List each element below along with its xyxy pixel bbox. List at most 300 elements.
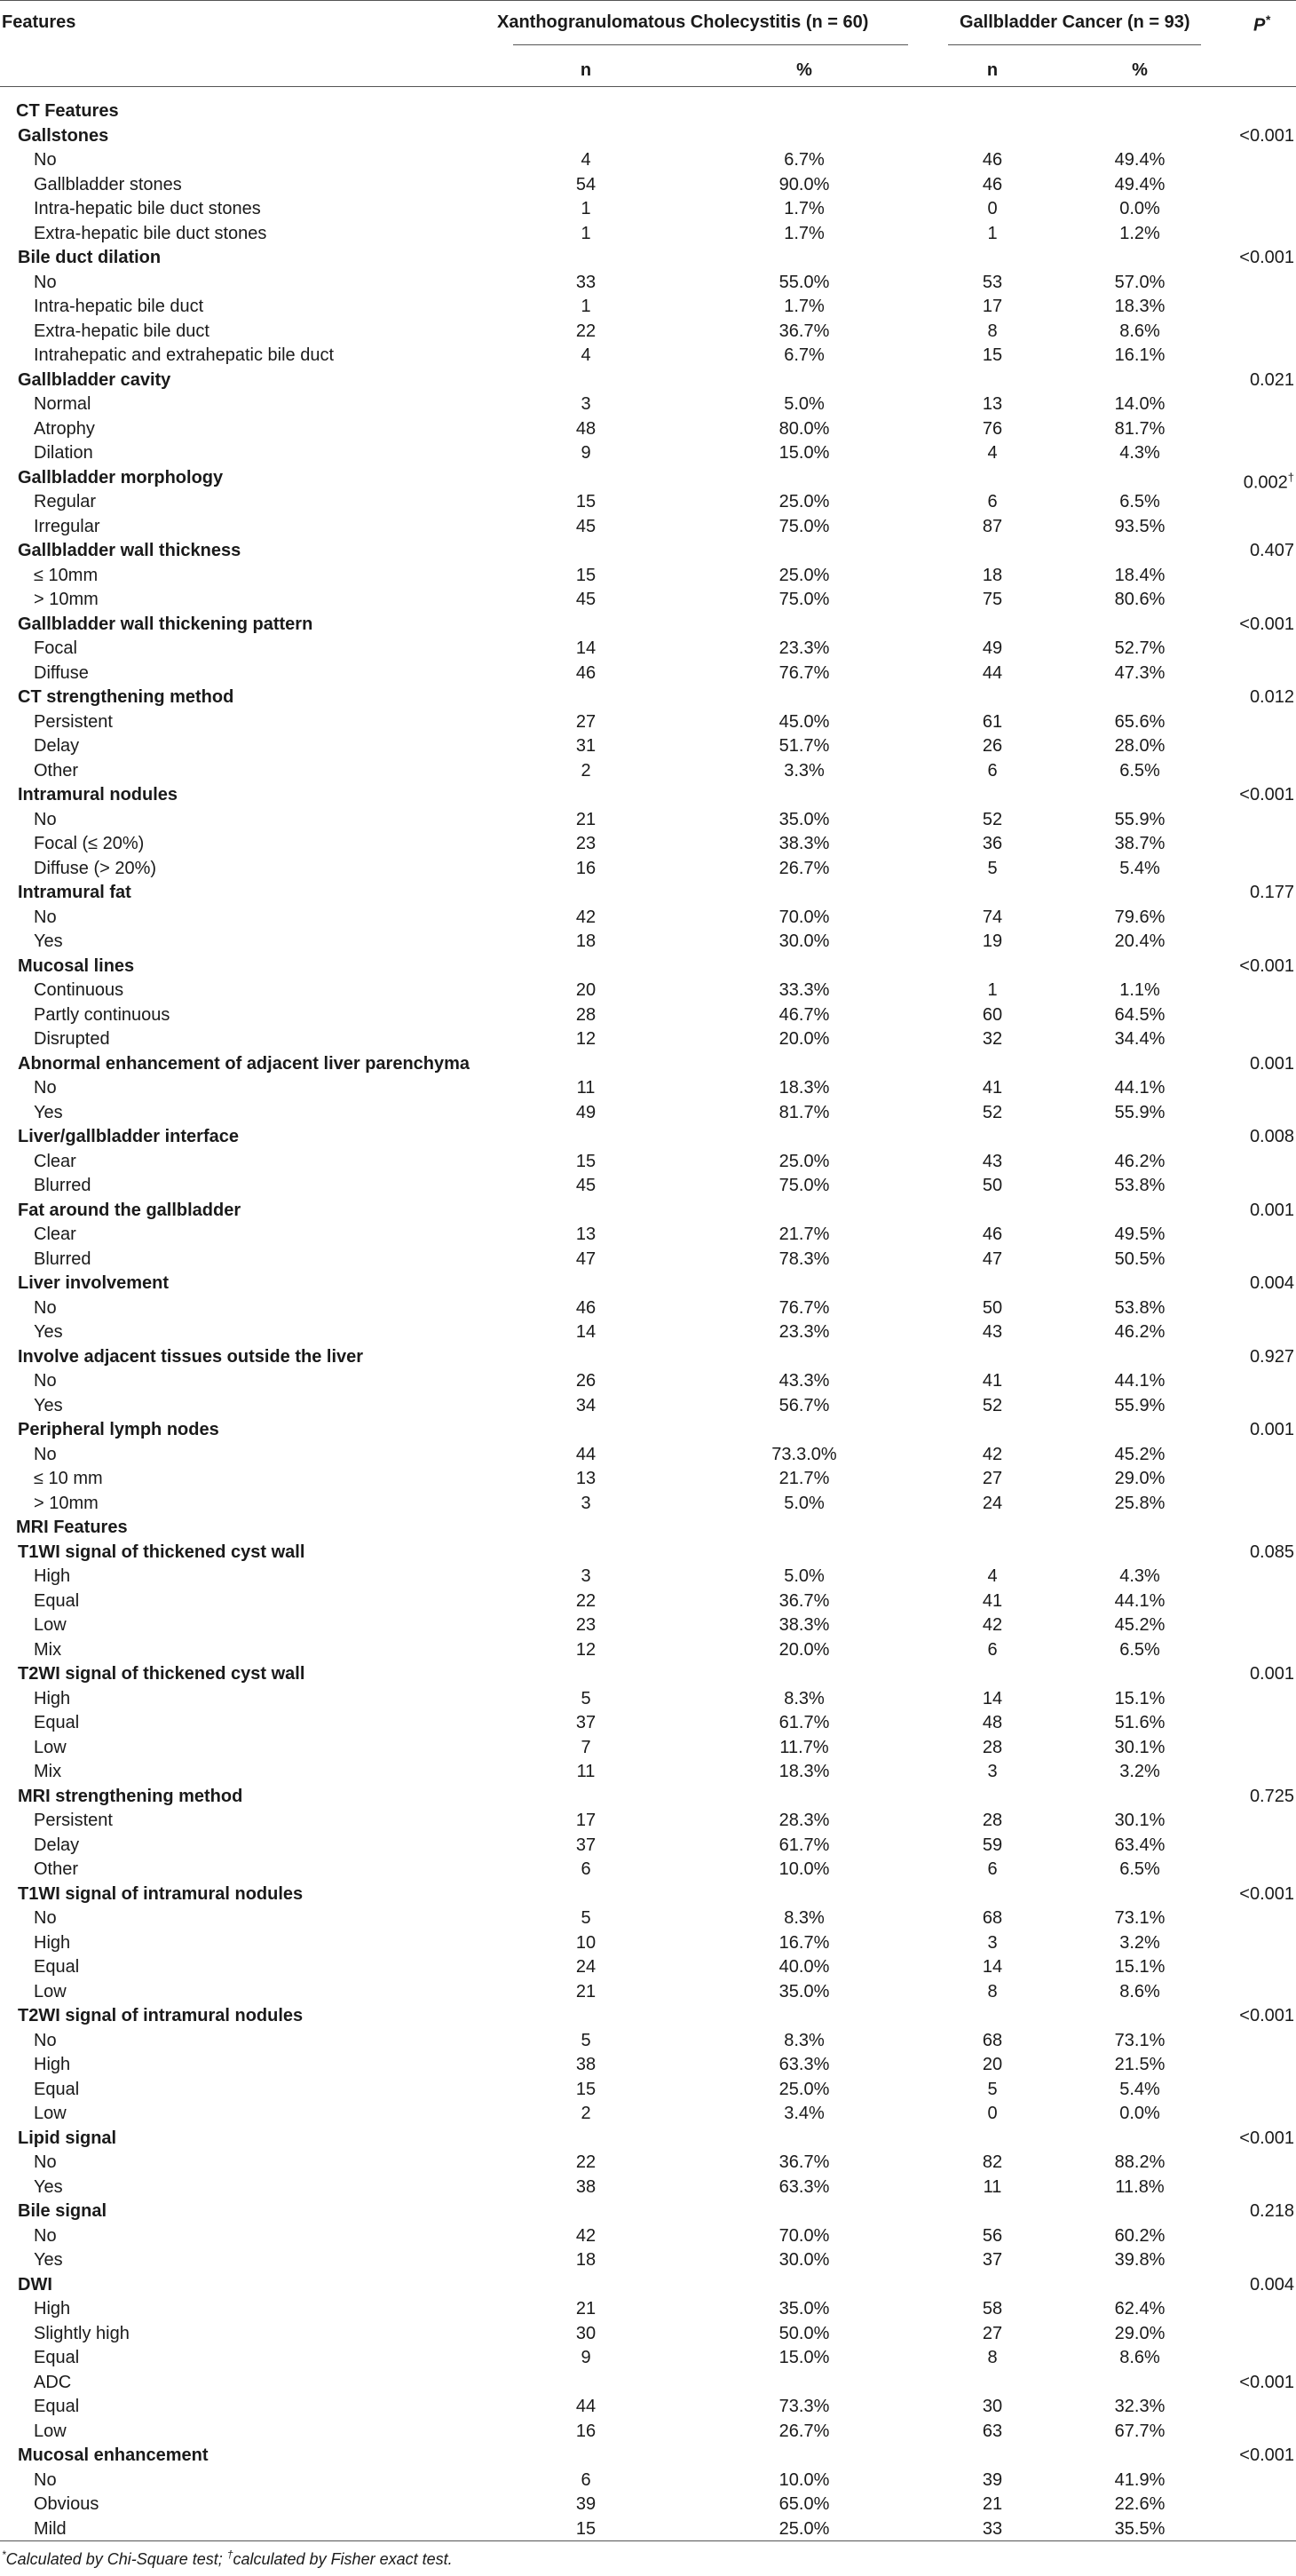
category-label: MRI Features bbox=[16, 1518, 128, 1537]
row-label: No bbox=[34, 907, 57, 927]
gbc-percent-text: 79.6% bbox=[1114, 907, 1166, 927]
table-row bbox=[0, 1149, 1296, 1174]
category-label: MRI strengthening method bbox=[18, 1786, 243, 1806]
table-row bbox=[0, 2419, 1296, 2444]
row-label: Mix bbox=[34, 1639, 62, 1660]
gbc-percent-text: 44.1% bbox=[1114, 1590, 1166, 1611]
table-row bbox=[0, 1930, 1296, 1955]
xgc-count-text: 49 bbox=[575, 1102, 597, 1122]
table-row bbox=[0, 1759, 1296, 1784]
xgc-percent-text: 30.0% bbox=[778, 931, 830, 951]
table-row bbox=[0, 2468, 1296, 2493]
xgc-count-text: 1 bbox=[581, 199, 591, 218]
xgc-percent-text: 36.7% bbox=[778, 2152, 830, 2172]
gbc-percent-text: 57.0% bbox=[1114, 272, 1166, 292]
xgc-count-text: 1 bbox=[581, 223, 591, 243]
table-row bbox=[0, 2517, 1296, 2541]
xgc-count-text: 27 bbox=[575, 711, 597, 732]
table-row bbox=[0, 661, 1296, 686]
row-label: > 10mm bbox=[34, 590, 99, 609]
header-gbc-pct: % bbox=[1132, 60, 1148, 80]
xgc-percent-text: 5.0% bbox=[784, 394, 825, 414]
xgc-count-text: 28 bbox=[575, 1004, 597, 1025]
xgc-count-text: 15 bbox=[575, 565, 597, 585]
table-row bbox=[0, 1515, 1296, 1540]
row-label: High bbox=[34, 1566, 71, 1586]
xgc-percent-text: 50.0% bbox=[778, 2323, 830, 2343]
category-label: CT Features bbox=[16, 101, 119, 121]
xgc-count-text: 34 bbox=[575, 1395, 597, 1415]
row-label: Intra-hepatic bile duct stones bbox=[34, 199, 261, 218]
table-row bbox=[0, 1026, 1296, 1051]
gbc-count-text: 14 bbox=[982, 1688, 1003, 1708]
table-row bbox=[0, 1100, 1296, 1125]
gbc-percent-text: 41.9% bbox=[1114, 2469, 1166, 2490]
row-label: No bbox=[34, 1078, 57, 1098]
gbc-percent-text: 0.0% bbox=[1119, 199, 1160, 218]
gbc-percent-text: 1.1% bbox=[1119, 980, 1160, 1000]
table-row bbox=[0, 1808, 1296, 1833]
xgc-count-text: 22 bbox=[575, 1590, 597, 1611]
xgc-count-text: 46 bbox=[575, 1297, 597, 1318]
xgc-count-text: 33 bbox=[575, 272, 597, 292]
gbc-percent-text: 49.5% bbox=[1114, 1225, 1166, 1244]
gbc-count-text: 21 bbox=[982, 2494, 1003, 2514]
table-row bbox=[0, 1075, 1296, 1100]
gbc-count-text: 8 bbox=[987, 1981, 998, 2001]
gbc-percent-text: 30.1% bbox=[1114, 1811, 1166, 1830]
table-row bbox=[0, 221, 1296, 246]
xgc-count-text: 18 bbox=[575, 2250, 597, 2270]
row-label: Partly continuous bbox=[34, 1004, 170, 1025]
gbc-count-text: 52 bbox=[982, 809, 1003, 829]
row-label: Equal bbox=[34, 2079, 80, 2099]
table-row bbox=[0, 99, 1296, 123]
table-row bbox=[0, 538, 1296, 563]
table-row bbox=[0, 978, 1296, 1003]
xgc-percent-text: 1.7% bbox=[784, 223, 825, 243]
xgc-percent-text: 61.7% bbox=[778, 1713, 830, 1732]
xgc-percent-text: 75.0% bbox=[778, 516, 830, 536]
gbc-percent-text: 1.2% bbox=[1119, 223, 1160, 243]
gbc-percent-text: 22.6% bbox=[1114, 2494, 1166, 2514]
xgc-count-text: 45 bbox=[575, 516, 597, 536]
gbc-percent-text: 3.2% bbox=[1119, 1932, 1160, 1953]
xgc-count-text: 14 bbox=[575, 638, 597, 658]
gbc-count-text: 68 bbox=[982, 1908, 1003, 1928]
gbc-count-text: 5 bbox=[987, 2079, 998, 2099]
xgc-count-text: 4 bbox=[581, 345, 591, 365]
table-row bbox=[0, 2394, 1296, 2419]
row-label: Irregular bbox=[34, 516, 100, 536]
xgc-count-text: 18 bbox=[575, 931, 597, 951]
row-label: Other bbox=[34, 1859, 79, 1879]
category-label: Liver involvement bbox=[18, 1273, 170, 1293]
table-row bbox=[0, 1882, 1296, 1906]
xgc-count-text: 6 bbox=[581, 1859, 591, 1879]
p-value: 0.001 bbox=[1249, 1200, 1294, 1220]
gbc-percent-text: 55.9% bbox=[1114, 1102, 1166, 1122]
gbc-percent-text: 32.3% bbox=[1114, 2397, 1166, 2416]
xgc-count-text: 44 bbox=[575, 1444, 597, 1464]
table-row bbox=[0, 392, 1296, 416]
header-gbc-n: n bbox=[986, 60, 999, 80]
xgc-percent-text: 23.3% bbox=[778, 638, 830, 658]
gbc-percent-text: 65.6% bbox=[1114, 711, 1166, 732]
gbc-count-text: 1 bbox=[987, 980, 998, 1000]
gbc-count-text: 59 bbox=[982, 1835, 1003, 1855]
gbc-count-text: 82 bbox=[982, 2152, 1003, 2172]
gbc-count-text: 41 bbox=[982, 1590, 1003, 1611]
table-row bbox=[0, 1368, 1296, 1393]
row-label: No bbox=[34, 809, 57, 829]
xgc-count-text: 42 bbox=[575, 2225, 597, 2246]
table-row bbox=[0, 1247, 1296, 1272]
gbc-count-text: 42 bbox=[982, 1444, 1003, 1464]
row-label: No bbox=[34, 1908, 57, 1928]
xgc-percent-text: 73.3.0% bbox=[771, 1444, 837, 1464]
header-xgc-n: n bbox=[580, 60, 592, 80]
xgc-percent-text: 33.3% bbox=[778, 980, 830, 1000]
row-label: Disrupted bbox=[34, 1029, 110, 1049]
table-body bbox=[0, 99, 1296, 2540]
xgc-percent-text: 51.7% bbox=[778, 736, 830, 756]
xgc-count-text: 3 bbox=[581, 1493, 591, 1513]
table-row bbox=[0, 294, 1296, 319]
table-row bbox=[0, 1613, 1296, 1637]
gbc-count-text: 8 bbox=[987, 321, 998, 341]
gbc-count-text: 41 bbox=[982, 1078, 1003, 1098]
table-row bbox=[0, 270, 1296, 295]
xgc-percent-text: 36.7% bbox=[778, 1590, 830, 1611]
xgc-percent-text: 25.0% bbox=[778, 565, 830, 585]
gbc-count-text: 36 bbox=[982, 834, 1003, 853]
xgc-count-text: 21 bbox=[575, 1981, 597, 2001]
table-row bbox=[0, 1833, 1296, 1858]
gbc-percent-text: 45.2% bbox=[1114, 1444, 1166, 1464]
p-value: <0.001 bbox=[1239, 248, 1294, 267]
category-label: Gallbladder cavity bbox=[18, 369, 171, 390]
gbc-percent-text: 34.4% bbox=[1114, 1029, 1166, 1049]
table-row bbox=[0, 929, 1296, 954]
xgc-count-text: 12 bbox=[575, 1639, 597, 1660]
row-label: Diffuse bbox=[34, 662, 89, 683]
table-row bbox=[0, 1051, 1296, 1076]
gbc-count-text: 18 bbox=[982, 565, 1003, 585]
xgc-count-text: 38 bbox=[575, 2055, 597, 2074]
row-label: No bbox=[34, 1371, 57, 1391]
table-row bbox=[0, 1637, 1296, 1662]
row-label: Clear bbox=[34, 1151, 76, 1171]
row-label: No bbox=[34, 2469, 57, 2490]
table-row bbox=[0, 440, 1296, 465]
row-label: Low bbox=[34, 1615, 67, 1635]
gbc-percent-text: 62.4% bbox=[1114, 2299, 1166, 2318]
xgc-percent-text: 30.0% bbox=[778, 2250, 830, 2270]
xgc-percent-text: 6.7% bbox=[784, 345, 825, 365]
gbc-percent-text: 44.1% bbox=[1114, 1078, 1166, 1098]
xgc-count-text: 16 bbox=[575, 2421, 597, 2441]
xgc-percent-text: 63.3% bbox=[778, 2176, 830, 2197]
gbc-count-text: 6 bbox=[987, 492, 998, 511]
gbc-percent-text: 29.0% bbox=[1114, 1469, 1166, 1488]
xgc-count-text: 26 bbox=[575, 1371, 597, 1391]
table-row bbox=[0, 856, 1296, 881]
xgc-count-text: 24 bbox=[575, 1957, 597, 1977]
table-row bbox=[0, 368, 1296, 392]
xgc-count-text: 9 bbox=[581, 443, 591, 463]
row-label: Persistent bbox=[34, 711, 113, 732]
table-row bbox=[0, 1466, 1296, 1491]
row-label: No bbox=[34, 150, 57, 170]
table-footnote: *Calculated by Chi-Square test; †calculated by Fisher exact test. bbox=[2, 2548, 453, 2568]
gbc-count-text: 76 bbox=[982, 418, 1003, 439]
table-row bbox=[0, 2101, 1296, 2126]
xgc-percent-text: 78.3% bbox=[778, 1248, 830, 1269]
gbc-percent-text: 53.8% bbox=[1114, 1297, 1166, 1318]
gbc-percent-text: 0.0% bbox=[1119, 2104, 1160, 2123]
gbc-percent-text: 8.6% bbox=[1119, 2348, 1160, 2367]
row-label: ≤ 10mm bbox=[34, 565, 99, 585]
row-label: Equal bbox=[34, 2348, 80, 2367]
xgc-percent-text: 15.0% bbox=[778, 2348, 830, 2367]
row-label: Yes bbox=[34, 2250, 63, 2270]
header-p-value: P* bbox=[1253, 12, 1270, 36]
gbc-percent-text: 39.8% bbox=[1114, 2250, 1166, 2270]
xgc-count-text: 13 bbox=[575, 1225, 597, 1244]
row-label: Yes bbox=[34, 1395, 63, 1415]
p-value: 0.008 bbox=[1249, 1127, 1294, 1146]
gbc-percent-text: 15.1% bbox=[1114, 1957, 1166, 1977]
xgc-percent-text: 46.7% bbox=[778, 1004, 830, 1025]
gbc-percent-text: 14.0% bbox=[1114, 394, 1166, 414]
gbc-percent-text: 35.5% bbox=[1114, 2518, 1166, 2539]
gbc-percent-text: 49.4% bbox=[1114, 174, 1166, 194]
gbc-count-text: 49 bbox=[982, 638, 1003, 658]
table-row bbox=[0, 2247, 1296, 2272]
gbc-count-text: 28 bbox=[982, 1811, 1003, 1830]
row-label: Equal bbox=[34, 1590, 80, 1611]
gbc-percent-text: 53.8% bbox=[1114, 1176, 1166, 1195]
xgc-count-text: 20 bbox=[575, 980, 597, 1000]
gbc-count-text: 3 bbox=[987, 1762, 998, 1781]
xgc-percent-text: 28.3% bbox=[778, 1811, 830, 1830]
gbc-count-text: 56 bbox=[982, 2225, 1003, 2246]
gbc-count-text: 8 bbox=[987, 2348, 998, 2367]
table-row bbox=[0, 196, 1296, 221]
xgc-count-text: 13 bbox=[575, 1469, 597, 1488]
xgc-count-text: 37 bbox=[575, 1713, 597, 1732]
row-label: Delay bbox=[34, 1835, 80, 1855]
xgc-count-text: 11 bbox=[576, 1078, 596, 1098]
category-label: Involve adjacent tissues outside the liver bbox=[18, 1346, 364, 1367]
xgc-count-text: 23 bbox=[575, 1615, 597, 1635]
category-label: Lipid signal bbox=[18, 2128, 117, 2148]
table-row bbox=[0, 709, 1296, 734]
table-row bbox=[0, 1417, 1296, 1442]
xgc-count-text: 22 bbox=[575, 321, 597, 341]
category-label: T1WI signal of intramural nodules bbox=[18, 1883, 304, 1904]
row-label: High bbox=[34, 2299, 71, 2318]
gbc-count-text: 13 bbox=[982, 394, 1003, 414]
gbc-percent-text: 49.4% bbox=[1114, 150, 1166, 170]
table-row bbox=[0, 514, 1296, 539]
xgc-count-text: 9 bbox=[581, 2348, 591, 2367]
gbc-count-text: 43 bbox=[982, 1322, 1003, 1342]
gbc-count-text: 37 bbox=[982, 2250, 1003, 2270]
xgc-count-text: 5 bbox=[581, 1688, 591, 1708]
p-value: 0.218 bbox=[1249, 2201, 1294, 2221]
row-label: Gallbladder stones bbox=[34, 174, 182, 194]
table-row bbox=[0, 782, 1296, 807]
row-label: Low bbox=[34, 1737, 67, 1757]
gbc-percent-text: 38.7% bbox=[1114, 834, 1166, 853]
p-value: <0.001 bbox=[1239, 2372, 1294, 2392]
table-row bbox=[0, 2199, 1296, 2223]
table-row bbox=[0, 2052, 1296, 2077]
xgc-count-text: 17 bbox=[575, 1811, 597, 1830]
table-row bbox=[0, 612, 1296, 637]
category-label: Gallbladder wall thickness bbox=[18, 541, 241, 560]
p-value: <0.001 bbox=[1239, 2006, 1294, 2025]
table-row bbox=[0, 1589, 1296, 1613]
row-label: No bbox=[34, 2152, 57, 2172]
gbc-count-text: 4 bbox=[987, 1566, 998, 1586]
p-value: 0.004 bbox=[1249, 2274, 1294, 2295]
table-row bbox=[0, 807, 1296, 832]
xgc-percent-text: 16.7% bbox=[778, 1932, 830, 1953]
gbc-count-text: 58 bbox=[982, 2299, 1003, 2318]
row-label: Clear bbox=[34, 1225, 76, 1244]
table-row bbox=[0, 465, 1296, 493]
xgc-percent-text: 5.0% bbox=[784, 1493, 825, 1513]
table-row bbox=[0, 1173, 1296, 1198]
table-row bbox=[0, 1491, 1296, 1516]
xgc-count-text: 2 bbox=[581, 2104, 591, 2123]
gbc-percent-text: 29.0% bbox=[1114, 2323, 1166, 2343]
xgc-percent-text: 26.7% bbox=[778, 858, 830, 878]
xgc-percent-text: 8.3% bbox=[784, 2030, 825, 2050]
row-label: High bbox=[34, 2055, 71, 2074]
xgc-count-text: 2 bbox=[581, 760, 591, 781]
gbc-percent-text: 4.3% bbox=[1119, 1566, 1160, 1586]
category-label: CT strengthening method bbox=[18, 687, 234, 707]
xgc-percent-text: 10.0% bbox=[778, 1859, 830, 1879]
table-row bbox=[0, 587, 1296, 612]
gbc-percent-text: 51.6% bbox=[1114, 1713, 1166, 1732]
row-label: Intrahepatic and extrahepatic bile duct bbox=[34, 345, 334, 365]
gbc-count-text: 27 bbox=[982, 1469, 1003, 1488]
xgc-percent-text: 43.3% bbox=[778, 1371, 830, 1391]
xgc-count-text: 45 bbox=[575, 1176, 597, 1195]
p-value: 0.012 bbox=[1249, 687, 1294, 707]
gbc-count-text: 19 bbox=[982, 931, 1003, 951]
row-label: ≤ 10 mm bbox=[34, 1469, 103, 1488]
row-label: High bbox=[34, 1932, 71, 1953]
table-row bbox=[0, 831, 1296, 856]
table-row bbox=[0, 1222, 1296, 1247]
row-label: Obvious bbox=[34, 2494, 99, 2514]
xgc-percent-text: 35.0% bbox=[778, 2299, 830, 2318]
xgc-count-text: 15 bbox=[575, 2518, 597, 2539]
gbc-percent-text: 55.9% bbox=[1114, 809, 1166, 829]
gbc-count-text: 52 bbox=[982, 1102, 1003, 1122]
row-label: Low bbox=[34, 2421, 67, 2441]
xgc-percent-text: 25.0% bbox=[778, 1151, 830, 1171]
category-label: Intramural fat bbox=[18, 883, 131, 902]
xgc-percent-text: 5.0% bbox=[784, 1566, 825, 1586]
table-row bbox=[0, 1296, 1296, 1320]
gbc-percent-text: 93.5% bbox=[1114, 516, 1166, 536]
gbc-count-text: 60 bbox=[982, 1004, 1003, 1025]
table-row bbox=[0, 1979, 1296, 2004]
table-row bbox=[0, 2175, 1296, 2200]
gbc-count-text: 11 bbox=[983, 2176, 1002, 2197]
gbc-percent-text: 20.4% bbox=[1114, 931, 1166, 951]
row-label: Yes bbox=[34, 2176, 63, 2197]
gbc-percent-text: 5.4% bbox=[1119, 858, 1160, 878]
row-label: Extra-hepatic bile duct stones bbox=[34, 223, 267, 243]
gbc-percent-text: 6.5% bbox=[1119, 1859, 1160, 1879]
xgc-percent-text: 38.3% bbox=[778, 1615, 830, 1635]
table-row bbox=[0, 1442, 1296, 1467]
gbc-percent-text: 50.5% bbox=[1114, 1248, 1166, 1269]
row-label: Slightly high bbox=[34, 2323, 130, 2343]
gbc-count-text: 3 bbox=[987, 1932, 998, 1953]
gbc-count-text: 30 bbox=[982, 2397, 1003, 2416]
gbc-count-text: 26 bbox=[982, 736, 1003, 756]
xgc-count-text: 38 bbox=[575, 2176, 597, 2197]
gbc-count-text: 61 bbox=[982, 711, 1003, 732]
xgc-count-text: 3 bbox=[581, 1566, 591, 1586]
gbc-percent-text: 46.2% bbox=[1114, 1151, 1166, 1171]
gbc-percent-text: 60.2% bbox=[1114, 2225, 1166, 2246]
table-row bbox=[0, 2223, 1296, 2248]
xgc-percent-text: 25.0% bbox=[778, 2079, 830, 2099]
row-label: No bbox=[34, 1444, 57, 1464]
header-features: Features bbox=[2, 12, 76, 32]
p-value: <0.001 bbox=[1239, 614, 1294, 634]
row-label: Low bbox=[34, 2104, 67, 2123]
gbc-percent-text: 6.5% bbox=[1119, 760, 1160, 781]
xgc-percent-text: 18.3% bbox=[778, 1078, 830, 1098]
gbc-percent-text: 5.4% bbox=[1119, 2079, 1160, 2099]
gbc-percent-text: 6.5% bbox=[1119, 1639, 1160, 1660]
table-row bbox=[0, 319, 1296, 344]
xgc-count-text: 42 bbox=[575, 907, 597, 927]
gbc-count-text: 24 bbox=[982, 1493, 1003, 1513]
xgc-percent-text: 76.7% bbox=[778, 1297, 830, 1318]
header-xgc-pct: % bbox=[796, 60, 812, 80]
table-row bbox=[0, 2272, 1296, 2297]
gbc-percent-text: 73.1% bbox=[1114, 1908, 1166, 1928]
xgc-percent-text: 11.7% bbox=[779, 1737, 829, 1757]
p-value: 0.407 bbox=[1249, 541, 1294, 560]
gbc-count-text: 39 bbox=[982, 2469, 1003, 2490]
xgc-count-text: 15 bbox=[575, 2079, 597, 2099]
xgc-percent-text: 80.0% bbox=[778, 418, 830, 439]
table-row bbox=[0, 685, 1296, 709]
gbc-count-text: 53 bbox=[982, 272, 1003, 292]
row-label: Dilation bbox=[34, 443, 93, 463]
gbc-count-text: 5 bbox=[987, 858, 998, 878]
xgc-percent-text: 73.3% bbox=[778, 2397, 830, 2416]
gbc-count-text: 63 bbox=[982, 2421, 1003, 2441]
table-row bbox=[0, 1540, 1296, 1565]
table-row bbox=[0, 245, 1296, 270]
gbc-count-text: 46 bbox=[982, 150, 1003, 170]
row-label: Diffuse (> 20%) bbox=[34, 858, 157, 878]
